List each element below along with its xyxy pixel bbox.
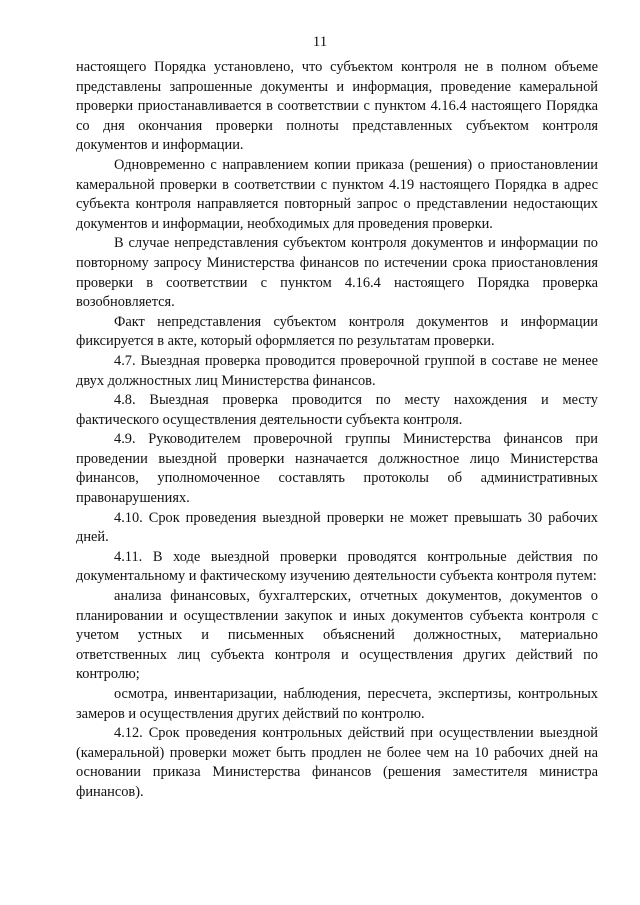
paragraph-resumption: В случае непредставления субъектом контроля документов и информации по повторному запросу Министерства финансов по истечении срока приостановления проверки в соответствии с пунктом 4.16.4 настоящего Порядка проверка возобновляется. <box>76 235 598 311</box>
paragraph-inspection: осмотра, инвентаризации, наблюдения, пересчета, экспертизы, контрольных замеров и осуществления других действий по контролю. <box>76 686 598 722</box>
paragraph-analysis: анализа финансовых, бухгалтерских, отчетных документов, документов о планировании и осуществлении закупок и иных документов субъекта контроля с учетом устных и письменных объяснений должностных, материально ответственных лиц субъекта контроля и осуществления других действий по контролю; <box>76 588 598 683</box>
page-number: 11 <box>312 34 328 50</box>
document-body <box>76 58 598 803</box>
paragraph-act-record: Факт непредставления субъектом контроля документов и информации фиксируется в акте, который оформляется по результатам проверки. <box>76 313 598 350</box>
paragraph-4-10: 4.10. Срок проведения выездной проверки не может превышать 30 рабочих дней. <box>76 509 598 546</box>
paragraph-4-11: 4.11. В ходе выездной проверки проводятся контрольные действия по документальному и фактическому изучению деятельности субъекта контроля путем: <box>76 548 598 585</box>
paragraph-4-7: 4.7. Выездная проверка проводится проверочной группой в составе не менее двух должностных лиц Министерства финансов. <box>76 352 598 389</box>
paragraph-4-12: 4.12. Срок проведения контрольных действий при осуществлении выездной (камеральной) проверки может быть продлен не более чем на 10 рабочих дней на основании приказа Министерства финансов (решения заместителя министра финансов). <box>76 725 598 800</box>
paragraph-continuation: настоящего Порядка установлено, что субъектом контроля не в полном объеме представлены запрошенные документы и информация, проведение камеральной проверки приостанавливается в соответствии с пунктом 4.16.4 настоящего Порядка со дня окончания проверки полноты представленных субъектом контроля документов и информации. <box>76 59 598 154</box>
paragraph-repeat-request: Одновременно с направлением копии приказа (решения) о приостановлении камеральной проверки в соответствии с пунктом 4.19 настоящего Порядка в адрес субъекта контроля направляется повторный запрос о представлении недостающих документов и информации, необходимых для проведения проверки. <box>76 156 598 232</box>
paragraph-4-8: 4.8. Выездная проверка проводится по месту нахождения и месту фактического осуществления деятельности субъекта контроля. <box>76 392 598 428</box>
paragraph-4-9: 4.9. Руководителем проверочной группы Министерства финансов при проведении выездной проверки назначается должностное лицо Министерства финансов, уполномоченное составлять протоколы об административных правонарушениях. <box>76 431 598 507</box>
